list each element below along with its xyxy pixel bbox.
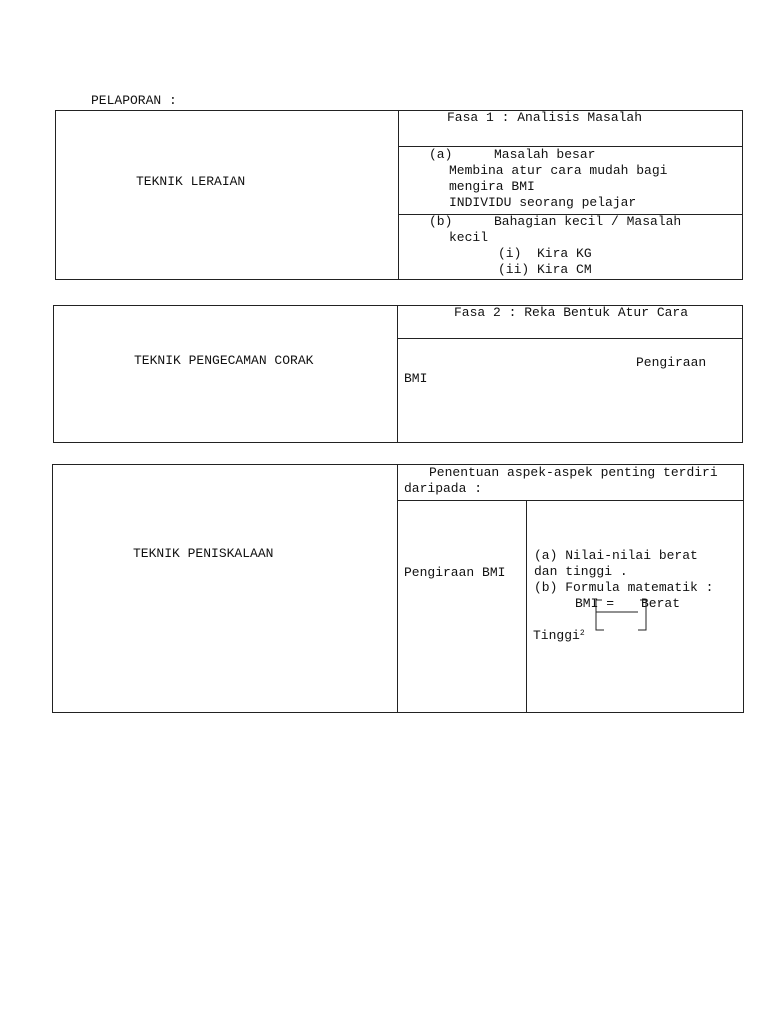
formula-lhs: BMI =	[575, 596, 615, 611]
sub-item-ii: (ii) Kira CM	[498, 262, 592, 277]
item-a-line: INDIVIDU seorang pelajar	[449, 195, 637, 210]
sub-item-i: (i) Kira KG	[498, 246, 592, 261]
formula-numerator: Berat	[641, 596, 681, 611]
aspect-item-a: dan tinggi .	[534, 564, 628, 579]
phase-2-body: Pengiraan	[636, 355, 707, 370]
table-pengecaman-corak	[53, 305, 743, 443]
aspects-header: daripada :	[404, 481, 483, 496]
table-divider	[398, 110, 399, 280]
table-divider	[397, 338, 743, 339]
aspects-header: Penentuan aspek-aspek penting terdiri	[429, 465, 718, 480]
table-divider	[397, 500, 744, 501]
fraction-bracket-icon	[590, 598, 654, 638]
item-b-title-cont: kecil	[449, 230, 489, 245]
table-divider	[397, 305, 398, 443]
item-b-title: Bahagian kecil / Masalah	[494, 214, 682, 229]
formula-denominator	[533, 628, 585, 644]
item-a-line: Membina atur cara mudah bagi	[449, 163, 668, 178]
aspect-item-a: (a) Nilai-nilai berat	[534, 548, 698, 563]
formula-denominator-text: Tinggi	[533, 628, 580, 643]
technique-label-peniskalaan: TEKNIK PENISKALAAN	[133, 546, 274, 561]
phase-2-body: BMI	[404, 371, 428, 386]
item-b-marker: (b)	[429, 214, 453, 229]
formula-exponent: 2	[579, 629, 585, 638]
table-divider	[526, 500, 527, 713]
item-a-line: mengira BMI	[449, 179, 535, 194]
page-heading: PELAPORAN :	[91, 93, 177, 108]
aspect-item-b: (b) Formula matematik :	[534, 580, 714, 595]
phase-1-header: Fasa 1 : Analisis Masalah	[447, 110, 643, 125]
technique-label-pengecaman-corak: TEKNIK PENGECAMAN CORAK	[134, 353, 314, 368]
aspect-label: Pengiraan BMI	[404, 565, 506, 580]
item-a-title: Masalah besar	[494, 147, 596, 162]
table-divider	[397, 464, 398, 713]
technique-label-leraian: TEKNIK LERAIAN	[136, 174, 246, 189]
phase-2-header: Fasa 2 : Reka Bentuk Atur Cara	[454, 305, 689, 320]
item-a-marker: (a)	[429, 147, 453, 162]
table-leraian	[55, 110, 743, 280]
